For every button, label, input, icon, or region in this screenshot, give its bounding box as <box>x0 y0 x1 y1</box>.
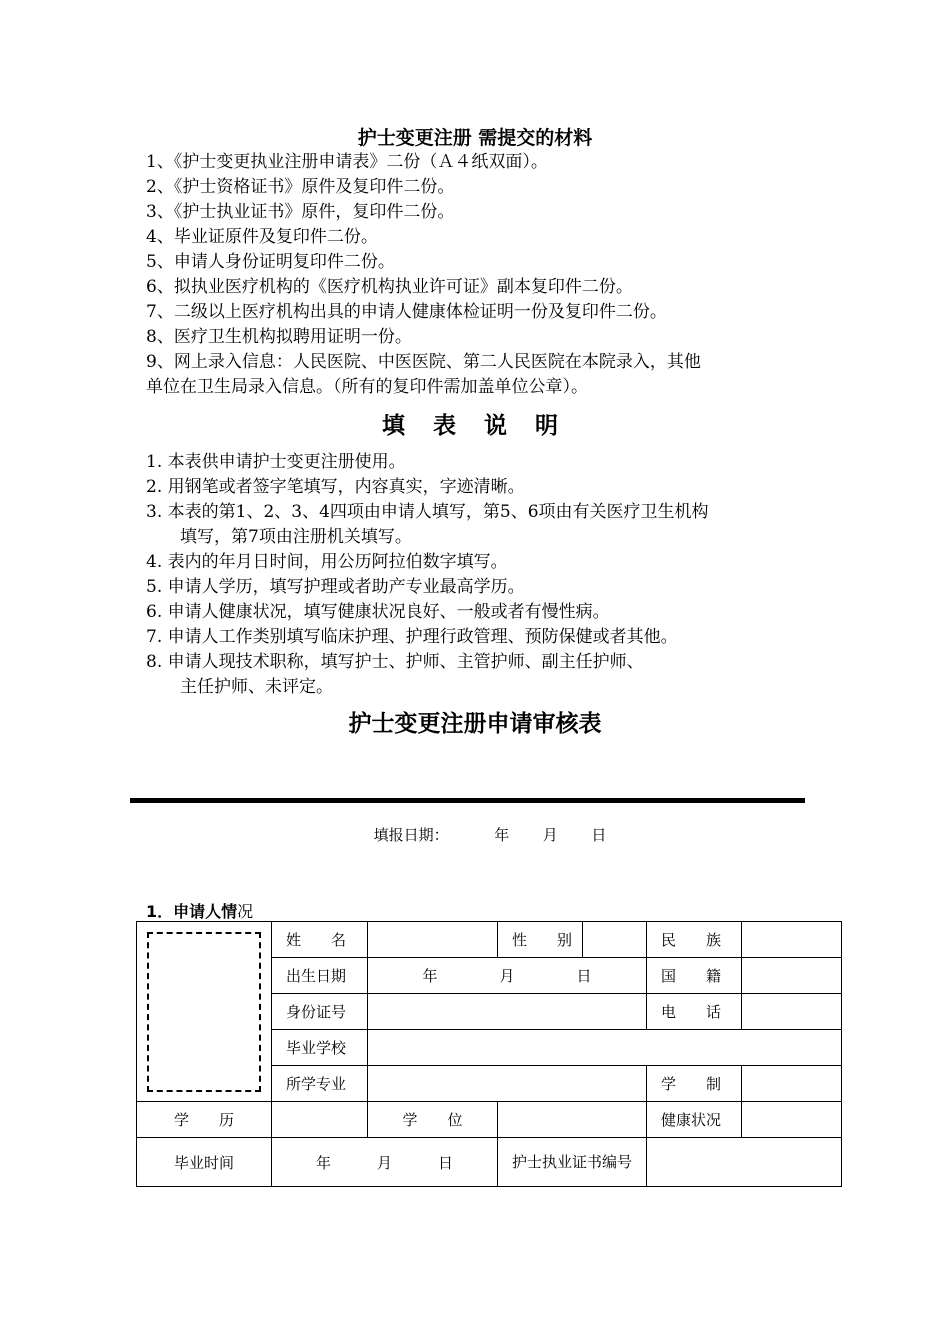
instruction-item: 4. 表内的年月日时间，用公历阿拉伯数字填写。 <box>146 552 508 572</box>
ethnicity-field[interactable] <box>742 922 842 958</box>
major-field[interactable] <box>368 1066 647 1102</box>
instruction-item: 6. 申请人健康状况，填写健康状况良好、一般或者有慢性病。 <box>146 602 610 622</box>
education-label: 学 历 <box>137 1102 272 1138</box>
materials-item: 单位在卫生局录入信息。（所有的复印件需加盖单位公章）。 <box>146 377 588 397</box>
applicant-info-table <box>136 921 842 1187</box>
instruction-item: 主任护师、未评定。 <box>180 677 333 697</box>
photo-placeholder[interactable] <box>147 932 261 1092</box>
instruction-item: 1. 本表供申请护士变更注册使用。 <box>146 452 406 472</box>
gender-field[interactable] <box>583 922 647 958</box>
materials-item: 6、拟执业医疗机构的《医疗机构执业许可证》副本复印件二份。 <box>146 277 633 297</box>
materials-title: 护士变更注册 需提交的材料 <box>357 127 593 149</box>
materials-item: 7、二级以上医疗机构出具的申请人健康体检证明一份及复印件二份。 <box>146 302 667 322</box>
graduation-time-label: 毕业时间 <box>137 1138 272 1187</box>
name-field[interactable] <box>368 922 498 958</box>
instruction-item: 2. 用钢笔或者签字笔填写，内容真实，字迹清晰。 <box>146 477 525 497</box>
health-field[interactable] <box>742 1102 842 1138</box>
materials-list <box>146 150 846 400</box>
id-number-label: 身份证号 <box>272 994 368 1030</box>
section-1-heading-rest: 况 <box>237 902 254 921</box>
health-label: 健康状况 <box>647 1102 742 1138</box>
major-label: 所学专业 <box>272 1066 368 1102</box>
instructions-title: 填 表 说 明 <box>381 412 569 439</box>
fill-date-label: 填报日期： <box>373 826 449 844</box>
phone-label: 电 话 <box>647 994 742 1030</box>
materials-item: 9、网上录入信息：人民医院、中医医院、第二人民医院在本院录入，其他 <box>146 352 701 372</box>
instruction-item: 8. 申请人现技术职称，填写护士、护师、主管护师、副主任护师、 <box>146 652 644 672</box>
birth-date-field[interactable]: 年 月 日 <box>368 958 647 994</box>
materials-item: 8、医疗卫生机构拟聘用证明一份。 <box>146 327 412 347</box>
divider-rule <box>130 798 805 803</box>
form-title: 护士变更注册申请审核表 <box>348 710 602 737</box>
duration-label: 学 制 <box>647 1066 742 1102</box>
phone-field[interactable] <box>742 994 842 1030</box>
id-number-field[interactable] <box>368 994 647 1030</box>
school-field[interactable] <box>368 1030 842 1066</box>
materials-item: 1、《护士变更执业注册申请表》二份（Ａ４纸双面）。 <box>146 152 548 172</box>
instructions-list <box>146 450 846 700</box>
instruction-item: 3. 本表的第1、2、3、4四项由申请人填写，第5、6项由有关医疗卫生机构 <box>146 502 709 522</box>
instruction-item: 7. 申请人工作类别填写临床护理、护理行政管理、预防保健或者其他。 <box>146 627 678 647</box>
birth-date-label: 出生日期 <box>272 958 368 994</box>
materials-item: 5、申请人身份证明复印件二份。 <box>146 252 395 272</box>
education-field[interactable] <box>272 1102 368 1138</box>
section-1-heading-bold: 1．申请人情 <box>146 902 238 921</box>
fill-date <box>0 824 950 845</box>
materials-item: 4、毕业证原件及复印件二份。 <box>146 227 378 247</box>
degree-field[interactable] <box>498 1102 647 1138</box>
degree-label: 学 位 <box>368 1102 498 1138</box>
name-label: 姓 名 <box>272 922 368 958</box>
instruction-item: 填写，第7项由注册机关填写。 <box>180 527 412 547</box>
instruction-item: 5. 申请人学历，填写护理或者助产专业最高学历。 <box>146 577 525 597</box>
nationality-label: 国 籍 <box>647 958 742 994</box>
fill-date-day: 日 <box>591 826 607 844</box>
materials-item: 3、《护士执业证书》原件，复印件二份。 <box>146 202 455 222</box>
graduation-time-field[interactable]: 年 月 日 <box>272 1138 498 1187</box>
section-1-heading <box>146 899 253 922</box>
fill-date-year: 年 <box>494 826 510 844</box>
license-number-label: 护士执业证书编号 <box>498 1138 647 1187</box>
duration-field[interactable] <box>742 1066 842 1102</box>
ethnicity-label: 民 族 <box>647 922 742 958</box>
fill-date-month: 月 <box>542 826 558 844</box>
gender-label: 性 别 <box>498 922 583 958</box>
photo-cell <box>137 922 272 1102</box>
license-number-field[interactable] <box>647 1138 842 1187</box>
school-label: 毕业学校 <box>272 1030 368 1066</box>
materials-item: 2、《护士资格证书》原件及复印件二份。 <box>146 177 455 197</box>
nationality-field[interactable] <box>742 958 842 994</box>
